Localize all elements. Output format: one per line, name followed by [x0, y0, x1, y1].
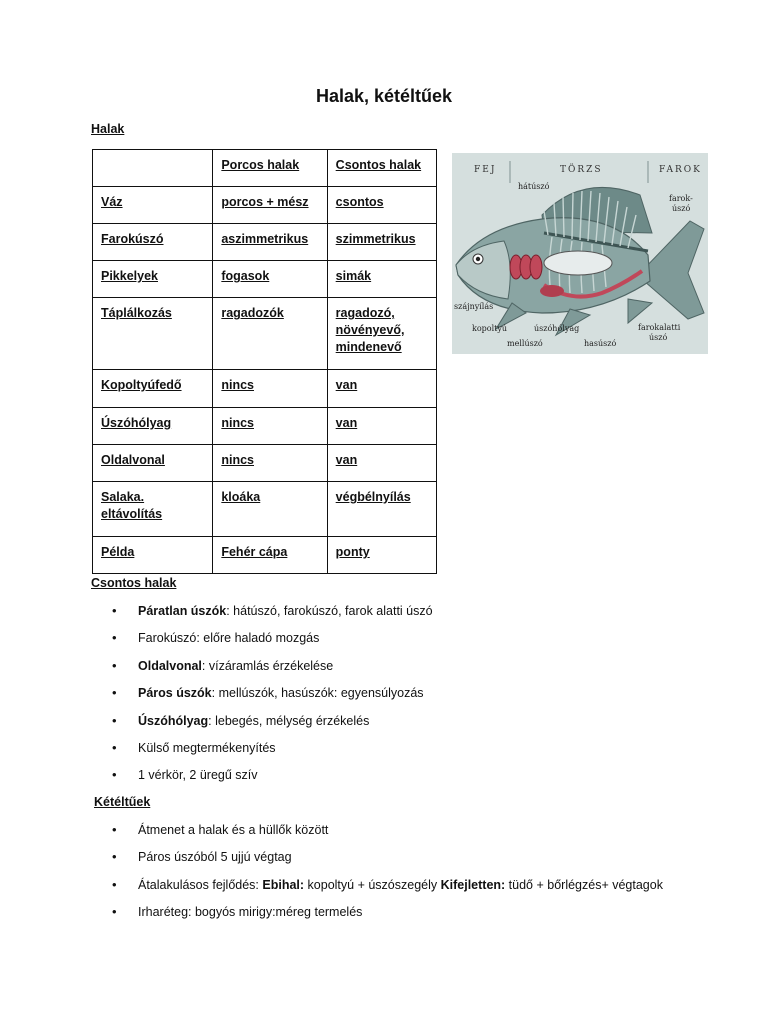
table-row: [93, 482, 437, 537]
list-item: • 1 vérkör, 2 üregű szív: [112, 766, 433, 793]
table-cell: porcos + mész: [213, 187, 327, 224]
label-farokuszo-1: farok-: [669, 194, 693, 203]
csontos-list: [112, 602, 433, 794]
label-farokalatti-1: farokalatti: [638, 323, 681, 332]
table-cell: nincs: [213, 370, 327, 408]
table-cell: aszimmetrikus: [213, 224, 327, 261]
table-row: [93, 187, 437, 224]
comparison-table: [92, 149, 437, 574]
table-cell: ragadozók: [213, 298, 327, 370]
table-cell: ponty: [327, 537, 436, 574]
fish-anatomy-figure: [452, 153, 708, 354]
label-szajnyilas: szájnyílás: [454, 302, 494, 311]
table-cell: nincs: [213, 408, 327, 445]
table-cell: Fehér cápa: [213, 537, 327, 574]
table-cell: van: [327, 445, 436, 482]
region-torzs: TÖRZS: [560, 165, 603, 175]
table-cell: Farokúszó: [93, 224, 213, 261]
table-cell: Oldalvonal: [93, 445, 213, 482]
table-cell: szimmetrikus: [327, 224, 436, 261]
table-row: [93, 445, 437, 482]
table-cell: Úszóhólyag: [93, 408, 213, 445]
table-cell: Táplálkozás: [93, 298, 213, 370]
section-label-keteltuek: Kétéltűek: [94, 795, 151, 809]
gill-shapes: [510, 255, 542, 279]
table-cell: fogasok: [213, 261, 327, 298]
table-row: [93, 261, 437, 298]
table-row: [93, 537, 437, 574]
list-item: • Páros úszóból 5 ujjú végtag: [112, 848, 663, 875]
table-row: [93, 298, 437, 370]
table-cell: ragadozó, növényevő, mindenevő: [327, 298, 436, 370]
section-label-csontos: Csontos halak: [91, 576, 177, 590]
keteltuek-list: [112, 821, 663, 931]
region-farok: FAROK: [659, 165, 702, 175]
table-cell: Porcos halak: [213, 150, 327, 187]
section-label-halak: Halak: [91, 122, 125, 136]
table-cell: nincs: [213, 445, 327, 482]
fish-anatomy-svg: [452, 153, 708, 354]
table-cell: Kopoltyúfedő: [93, 370, 213, 408]
page-title: Halak, kétéltűek: [315, 86, 453, 106]
list-item: • Átalakulásos fejlődés: Ebihal: kopoltyú + úszószegély Kifejletten: tüdő + bőrlégzés+ végtagok: [112, 876, 663, 903]
table-cell: Példa: [93, 537, 213, 574]
list-item: • Átmenet a halak és a hüllők között: [112, 821, 663, 848]
swim-bladder-shape: [544, 251, 612, 275]
label-farokuszo-2: úszó: [672, 204, 691, 213]
list-item: • Páros úszók: mellúszók, hasúszók: egyensúlyozás: [112, 684, 433, 711]
region-fej: FEJ: [474, 165, 497, 175]
label-uszoholyag: úszóhólyag: [534, 324, 580, 333]
label-farokalatti-2: úszó: [649, 333, 668, 342]
label-kopoltyu: kopoltyú: [472, 324, 508, 333]
table-cell: csontos: [327, 187, 436, 224]
list-item: • Irharéteg: bogyós mirigy:méreg termelés: [112, 903, 663, 930]
table-cell: simák: [327, 261, 436, 298]
table-cell: Csontos halak: [327, 150, 436, 187]
table-row: [93, 408, 437, 445]
table-cell: végbélnyílás: [327, 482, 436, 537]
list-item: • Külső megtermékenyítés: [112, 739, 433, 766]
label-melluszo: mellúszó: [507, 339, 543, 348]
table-cell: Salaka. eltávolítás: [93, 482, 213, 537]
table-cell: van: [327, 408, 436, 445]
list-item: • Oldalvonal: vízáramlás érzékelése: [112, 657, 433, 684]
list-item: • Páratlan úszók: hátúszó, farokúszó, farok alatti úszó: [112, 602, 433, 629]
table-row: [93, 224, 437, 261]
table-header-row: [93, 150, 437, 187]
label-hasuszo: hasúszó: [584, 339, 617, 348]
table-cell: [93, 150, 213, 187]
list-item: • Úszóhólyag: lebegés, mélység érzékelés: [112, 712, 433, 739]
table-cell: van: [327, 370, 436, 408]
table-cell: Váz: [93, 187, 213, 224]
list-item: • Farokúszó: előre haladó mozgás: [112, 629, 433, 656]
table-row: [93, 370, 437, 408]
table-cell: Pikkelyek: [93, 261, 213, 298]
table-cell: kloáka: [213, 482, 327, 537]
label-hatuszo: hátúszó: [518, 182, 550, 191]
